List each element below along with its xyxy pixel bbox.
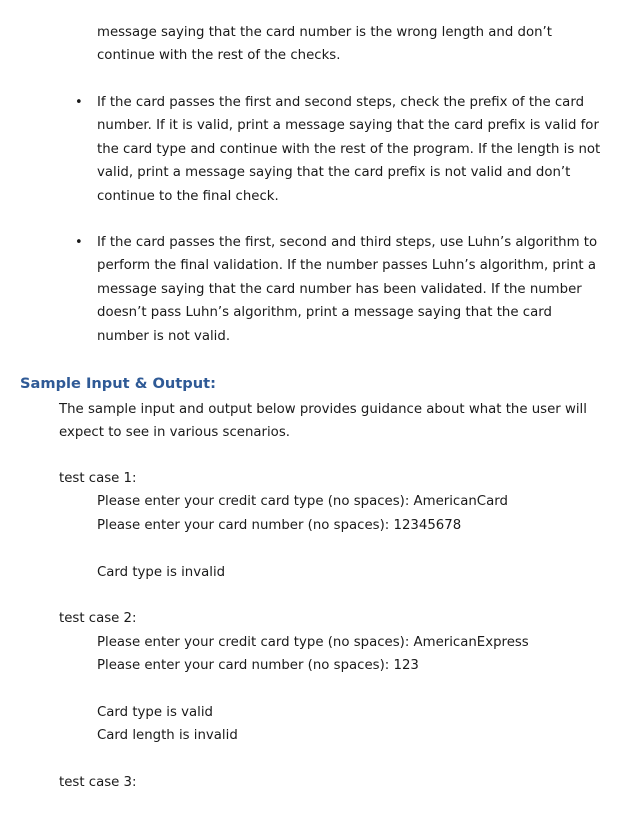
list-item bbox=[75, 231, 602, 348]
test-case-label: test case 2: bbox=[59, 611, 137, 626]
bullet-marker: • bbox=[75, 235, 83, 250]
test-case-label: test case 1: bbox=[59, 471, 137, 486]
prompt-line: Please enter your card number (no spaces): 123 bbox=[97, 658, 419, 673]
prompt-line: Please enter your card number (no spaces): 12345678 bbox=[97, 518, 462, 533]
bullet-marker: • bbox=[75, 95, 83, 110]
bullet-text: If the card passes the first, second and third steps, use Luhn’s algorithm to perform the final validation. If the number passes Luhn’s algorithm, print a message saying that the card number has been validated. If the number doesn’t pass Luhn’s algorithm, print a message saying that the card number is not valid. bbox=[97, 235, 598, 344]
section-heading: Sample Input & Output: bbox=[20, 375, 216, 392]
prompt-line: Please enter your credit card type (no spaces): AmericanExpress bbox=[97, 635, 529, 650]
prompt-line: Please enter your credit card type (no spaces): AmericanCard bbox=[97, 494, 508, 509]
list-item bbox=[75, 91, 602, 208]
section-intro: The sample input and output below provides guidance about what the user will expect to see in various scenarios. bbox=[59, 402, 587, 441]
bullet-text: If the card passes the first and second steps, check the prefix of the card number. If it is valid, print a message saying that the card prefix is valid for the card type and continue with the rest of the program. If the length is not valid, print a message saying that the card prefix is not valid and don’t continue to the final check. bbox=[97, 95, 601, 204]
test-case-label: test case 3: bbox=[59, 775, 137, 790]
output-line: Card length is invalid bbox=[97, 728, 238, 743]
continued-paragraph: message saying that the card number is the wrong length and don’t continue with the rest of the checks. bbox=[97, 25, 552, 64]
output-line: Card type is invalid bbox=[97, 565, 226, 580]
output-line: Card type is valid bbox=[97, 705, 213, 720]
